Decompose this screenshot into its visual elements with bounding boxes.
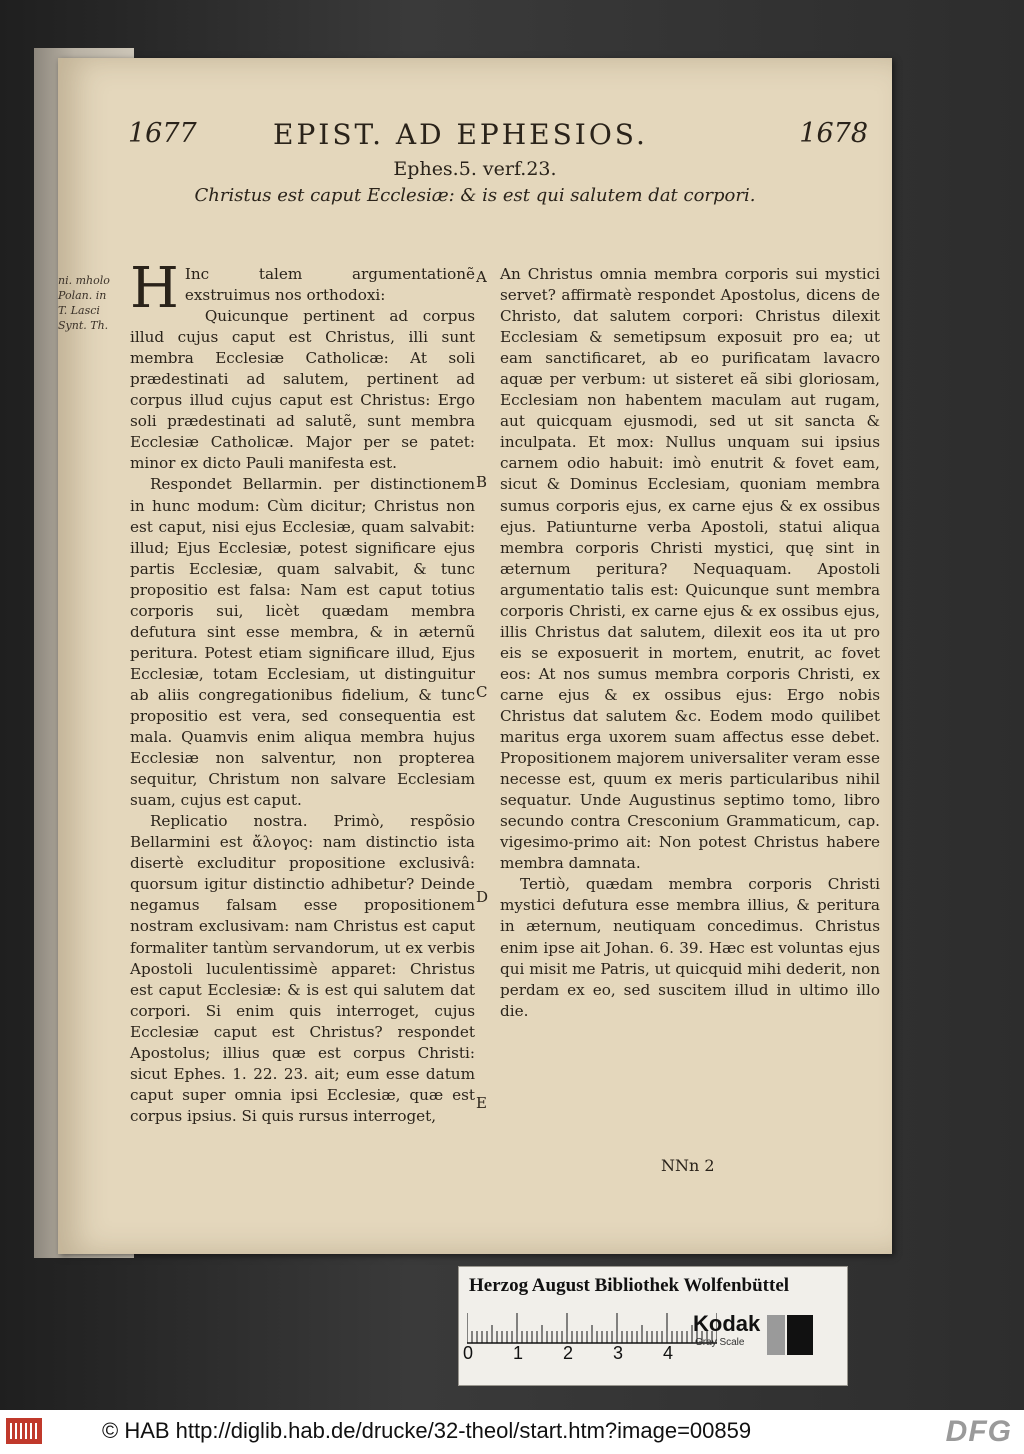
page-title: EPIST. AD EPHESIOS. bbox=[273, 118, 648, 151]
section-letter: B bbox=[476, 473, 488, 491]
paragraph: Quicunque pertinent ad corpus illud cujus caput est Christus, illi sunt membra Ecclesiæ Catholicæ: At soli prædestinati ad salutem, pertinent ad corpus illud cujus caput est Christus: Ergo soli prædestinati ad salutẽ, sunt membra Ecclesiæ Catholicæ. Major per se patet: minor ex dicto Pauli manifesta est. bbox=[130, 307, 475, 473]
margin-note-line: T. Lasci Synt. Th. bbox=[58, 304, 109, 332]
hab-logo-icon bbox=[6, 1418, 42, 1444]
paragraph: Respondet Bellarmin. per distinctionem in hunc modum: Cùm dicitur; Christus non est caput, nisi ejus Ecclesiæ, quam salvabit: illud; Ejus Ecclesiæ, potest significare ejus partis Ecclesiæ, quam salvabit, & tunc propositio est falsa: Nam est caput totius corporis sui, licèt quædam membra defutura sint esse membra, & in æternũ peritura. Potest etiam significare illud, Ejus Ecclesiæ, totam Ecclesiam, ut distinguitur ab aliis congregationibus fidelium, & tunc propositio est vera, sed consequentia est mala. Quamvis enim aliqua membra hujus Ecclesiæ non salventur, non propterea sequitur, Christum non salvare Ecclesiam suam, cujus est caput. bbox=[130, 475, 475, 810]
ruler-numbers bbox=[463, 1343, 723, 1369]
signature-mark: NNn 2 bbox=[661, 1156, 715, 1175]
verse-reference: Ephes.5. verf.23. bbox=[393, 158, 557, 180]
section-letter: D bbox=[476, 888, 489, 906]
book-page bbox=[58, 58, 892, 1254]
right-column bbox=[500, 264, 880, 1022]
gray-scale-label: Gray Scale bbox=[695, 1337, 745, 1348]
section-letter: E bbox=[476, 1094, 487, 1112]
paragraph: Replicatio nostra. Primò, respõsio Bellarmini est ἄλογος: nam distinctio ista disertè excluditur propositione exclusivâ: quorsum igitur distinctio adhibetur? Deinde negamus falsam esse propositionem nostram exclusivam: nam Christus est caput formaliter tantùm servandorum, ut ex verbis Apostoli luculentissimè apparet: Christus est caput Ecclesiæ: & is est qui salutem dat corpori. Si enim quis interroget, cujus Ecclesiæ caput est Christus? respondet Apostolus; illius quæ est corpus Christi: sicut Ephes. 1. 22. 23. ait; eum esse datum caput super omnia ipsi Ecclesiæ, quæ est corpus ipsius. Si quis rursus interroget, bbox=[130, 812, 475, 1125]
footer-bar bbox=[0, 1410, 1024, 1454]
folio-left: 1677 bbox=[128, 118, 197, 149]
ruler-number: 4 bbox=[663, 1343, 674, 1363]
left-column bbox=[130, 256, 475, 1127]
gray-patch-light bbox=[767, 1315, 785, 1355]
motto: Christus est caput Ecclesiæ: & is est qui salutem dat corpori. bbox=[194, 185, 756, 206]
paragraph bbox=[130, 256, 475, 321]
dfg-logo: DFG bbox=[945, 1415, 1012, 1448]
paragraph-text: Inc talem argumentationẽ exstruimus nos orthodoxi: bbox=[184, 265, 475, 305]
kodak-brand: Kodak bbox=[693, 1311, 761, 1336]
folio-right: 1678 bbox=[799, 118, 868, 149]
scale-ruler bbox=[467, 1305, 717, 1345]
ruler-number: 0 bbox=[463, 1343, 474, 1363]
margin-note-line: ni. mholo Polan. in bbox=[58, 274, 110, 302]
footer-url[interactable]: © HAB http://diglib.hab.de/drucke/32-theol/start.htm?image=00859 bbox=[102, 1418, 752, 1443]
paragraph: Tertiò, quædam membra corporis Christi mystici defutura esse membra illius, & peritura in æternum, neutiquam concedimus. Christus enim ipse ait Johan. 6. 39. Hæc est voluntas ejus qui misit me Patris, ut quicquid mihi dederit, non perdam ex eo, sed suscitem illud in ultimo illo die. bbox=[500, 875, 880, 1020]
section-letter: A bbox=[476, 268, 487, 286]
ruler-number: 3 bbox=[613, 1343, 624, 1363]
section-letter: C bbox=[476, 683, 488, 701]
drop-cap: H bbox=[130, 256, 179, 321]
gray-patch-dark bbox=[787, 1315, 813, 1355]
margin-note bbox=[58, 273, 114, 333]
paragraph: An Christus omnia membra corporis sui mystici servet? affirmatè respondet Apostolus, dicens de Christo, dat salutem corpori: Christus dilexit Ecclesiam & semetipsum exposuit pro ea; ut eam sanctificaret, ab eo purificatam lavacro aquæ per verbum: ut sisteret eã sibi gloriosam, Ecclesiam non habentem maculam aut rugam, aut quicquam ejusmodi, sed ut sit sancta & inculpata. Et mox: Nullus unquam sui ipsius carnem odio habuit: imò enutrit & fovet eam, sicut & Dominus Ecclesiam, quoniam membra sumus corporis ejus, ex carne ejus & ex ossibus ejus. Patiunturne verba Apostoli, statui aliqua membra corporis Christi mystici, quę sint in æternum peritura? Nequaquam. Apostoli argumentatio talis est: Quicunque sunt membra corporis Christi, ex carne ejus & ex ossibus ejus, illis Christus dat salutem, dilexit eos ita ut pro eis se exposuerit in mortem, enutrit, ac fovet eos: At nos sumus membra corporis Christi, ex carne ejus & ex ossibus ejus: Ergo nobis Christus dat salutem &c. Eodem modo quilibet maritus erga uxorem suam affectus esse debet. Propositionem majorem universaliter veram esse necesse est, quum ex meris particularibus nihil sequatur. Unde Augustinus septimo tomo, libro secundo contra Cresconium Grammaticum, cap. vigesimo-primo ait: Non potest Christus habere membra damnata. bbox=[500, 265, 880, 873]
color-card bbox=[458, 1266, 848, 1386]
card-title: Herzog August Bibliothek Wolfenbüttel bbox=[469, 1275, 790, 1296]
running-head bbox=[128, 118, 868, 158]
ruler-number: 1 bbox=[513, 1343, 524, 1363]
ruler-number: 2 bbox=[563, 1343, 574, 1363]
